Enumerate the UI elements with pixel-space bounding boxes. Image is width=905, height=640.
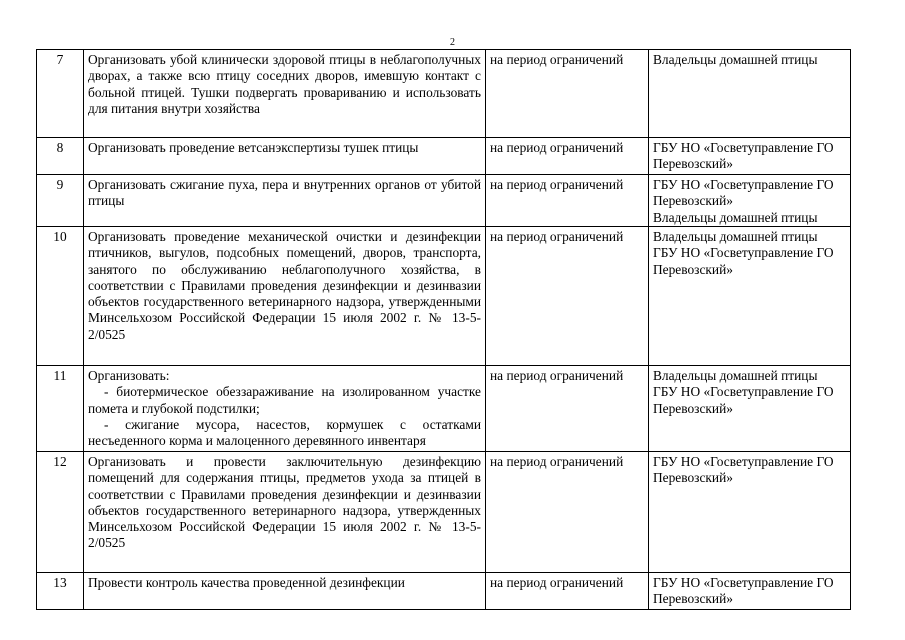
table-row [37, 366, 851, 452]
measure-description: Организовать сжигание пуха, пера и внутренних органов от убитой птицы [84, 175, 486, 227]
responsible-line: Владельцы домашней птицы [653, 229, 818, 244]
measures-table [36, 49, 851, 610]
measure-responsible [649, 573, 851, 610]
measure-responsible [649, 138, 851, 175]
row-number: 9 [37, 175, 84, 227]
measure-description: Организовать проведение механической очистки и дезинфекции птичников, выгулов, подсобных помещений, дворов, транспорта, занятого по обслуживанию неблагополучного хозяйства, в соответствии с Правилами проведения дезинфекции и дезинвазии объектов государственного ветеринарного надзора, утвержденными Минсельхозом Российской Федерации 15 июля 2002 г. № 13-5-2/0525 [84, 227, 486, 366]
responsible-line: Владельцы домашней птицы [653, 368, 818, 383]
row-number: 8 [37, 138, 84, 175]
row-number: 10 [37, 227, 84, 366]
measure-responsible [649, 227, 851, 366]
responsible-line: ГБУ НО «Госветуправление ГО Перевозский» [653, 384, 834, 416]
row-number: 13 [37, 573, 84, 610]
measure-period: на период ограничений [486, 50, 649, 138]
measure-period: на период ограничений [486, 452, 649, 573]
measure-sub-item: - сжигание мусора, насестов, кормушек с остатками несъеденного корма и малоценного деревянного инвентаря [88, 416, 481, 449]
row-number: 7 [37, 50, 84, 138]
responsible-line: ГБУ НО «Госветуправление ГО Перевозский» [653, 575, 834, 607]
measure-intro: Организовать: [88, 368, 170, 383]
responsible-line: ГБУ НО «Госветуправление ГО Перевозский» [653, 140, 834, 172]
responsible-line: ГБУ НО «Госветуправление ГО Перевозский» [653, 245, 834, 277]
table-row [37, 175, 851, 227]
measure-responsible [649, 366, 851, 452]
table-row [37, 227, 851, 366]
table-row [37, 138, 851, 175]
measure-period: на период ограничений [486, 366, 649, 452]
measure-period: на период ограничений [486, 175, 649, 227]
measure-responsible [649, 452, 851, 573]
table-row [37, 50, 851, 138]
responsible-line: Владельцы домашней птицы [653, 52, 818, 67]
measure-responsible [649, 175, 851, 227]
measure-description [84, 366, 486, 452]
table-row [37, 573, 851, 610]
measure-period: на период ограничений [486, 573, 649, 610]
measure-period: на период ограничений [486, 138, 649, 175]
measure-period: на период ограничений [486, 227, 649, 366]
measure-responsible [649, 50, 851, 138]
measure-description: Организовать убой клинически здоровой птицы в неблагополучных дворах, а также всю птицу соседних дворов, имевшую контакт с больной птицей. Тушки подвергать провариванию и использовать для питания внутри хозяйства [84, 50, 486, 138]
measure-description: Организовать и провести заключительную дезинфекцию помещений для содержания птицы, предметов ухода за птицей в соответствии с Правилами проведения дезинфекции и дезинвазии объектов государственного ветеринарного надзора, утвержденных Минсельхозом Российской Федерации 15 июля 2002 г. № 13-5-2/0525 [84, 452, 486, 573]
row-number: 11 [37, 366, 84, 452]
responsible-line: ГБУ НО «Госветуправление ГО Перевозский» [653, 454, 834, 486]
row-number: 12 [37, 452, 84, 573]
measure-description: Провести контроль качества проведенной дезинфекции [84, 573, 486, 610]
responsible-line: ГБУ НО «Госветуправление ГО Перевозский» [653, 177, 834, 209]
measure-description: Организовать проведение ветсанэкспертизы тушек птицы [84, 138, 486, 175]
responsible-line: Владельцы домашней птицы [653, 209, 818, 225]
page-number: 2 [450, 37, 455, 48]
table-row [37, 452, 851, 573]
measure-sub-item: - биотермическое обеззараживание на изолированном участке помета и глубокой подстилки; [88, 384, 481, 416]
